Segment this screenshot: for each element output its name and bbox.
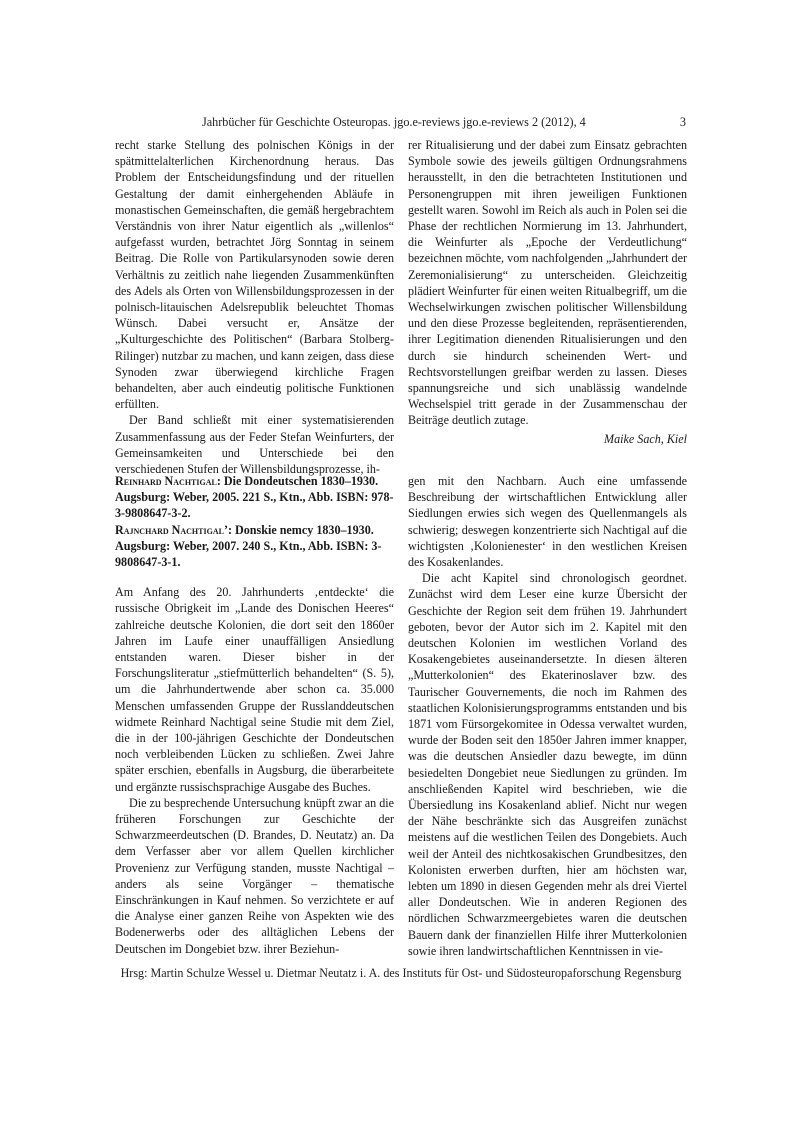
page-number: 3 [679, 115, 686, 129]
review-title: : Donskie nemcy 1830–1930. Augsburg: Weber, 2007. 240 S., Ktn., Abb. ISBN: 3-9808647-3-1. [115, 522, 382, 570]
paragraph: Am Anfang des 20. Jahrhunderts ‚entdeckte‘ die russische Obrigkeit im „Lande des Donischen Heeres“ zahlreiche deutsche Kolonien, die dort seit den 1860er Jahren im Laufe einer unauffälligen Ansiedlung entstanden waren. Dieser bisher in der Forschungsliteratur „stiefmütterlich behandelten“ (S. 5), um die Jahrhundertwende aber schon ca. 35.000 Menschen umfassenden Gruppe der Russlanddeutschen widmete Reinhard Nachtigal seine Studie mit dem Ziel, die in der 100-jährigen Geschichte der Dondeutschen noch verbleibenden Lücken zu schließen. Zwei Jahre später erschien, ebenfalls in Augsburg, die überarbeitete und ergänzte russischsprachige Ausgabe des Buches. [115, 585, 394, 794]
paragraph: recht starke Stellung des polnischen Königs in der spätmittelalterlichen Kirchenordnung heraus. Das Problem der Entscheidungsfindung und der rituellen Gestaltung der damit einhergehenden Abläufe in monastischen Gemeinschaften, die gemäß hergebrachtem Verständnis von ihrer Natur eigentlich als „willenlos“ aufgefasst wurden, betrachtet Jörg Sonntag in seinem Beitrag. Die Rolle von Partikularsynoden sowie deren Verhältnis zu zeitlich nahe liegenden Zusammenkünften des Adels als Orten von Willensbildungsprozessen in der polnisch-litauischen Adelsrepublik beleuchtet Thomas Wünsch. Dabei versucht er, Ansätze der „Kulturgeschichte des Politischen“ (Barbara Stolberg-Rilinger) nutzbar zu machen, und kann zeigen, dass diese Synoden zwar überwiegend kirchliche Fragen behandelten, aber auch eindeutig politische Funktionen erfüllten. [115, 138, 394, 412]
paragraph: gen mit den Nachbarn. Auch eine umfassende Beschreibung der wirtschaftlichen Entwicklung aller Siedlungen erwies sich wegen des Quellenmangels als schwierig; deswegen konzentrierte sich Nachtigal auf die wichtigsten ‚Kolonienester‘ in den westlichen Kreisen des Kosakenlandes. [408, 474, 687, 570]
review-left-column [115, 473, 394, 957]
left-column-top [115, 137, 394, 477]
review-body [115, 584, 394, 957]
paragraph: rer Ritualisierung und der dabei zum Einsatz gebrachten Symbole sowie des jeweils gültigen Ordnungsrahmens herausstellt, in den die betrachteten Institutionen und Personengruppen mit ihren jeweiligen Funktionen gestellt waren. Sowohl im Reich als auch in Polen sei die Phase der rechtlichen Normierung im 13. Jahrhundert, die Weinfurter als „Epoche der Verdeutlichung“ bezeichnen möchte, vom nachfolgenden „Jahrhundert der Zeremonialisierung“ zu unterscheiden. Gleichzeitig plädiert Weinfurter für einen weiten Ritualbegriff, um die Wechselwirkungen zwischen politischer Willensbildung und den diese Prozesse begleitenden, repräsentierenden, ihrer Legitimation dienenden Ritualisierungen und den durch sie hindurch scheinenden Wert- und Rechtsvorstellungen greifbar werden zu lassen. Dieses spannungsreiche und sich unablässig wandelnde Wechselspiel tritt gerade in der Zusammenschau der Beiträge deutlich zutage. [408, 138, 687, 428]
review-bibliography [115, 473, 394, 570]
review-author: Rajnchard Nachtigal’ [115, 522, 228, 537]
review-title: : Die Dondeutschen 1830–1930. Augsburg: Weber, 2005. 221 S., Ktn., Abb. ISBN: 978-3-9808647-3-2. [115, 474, 394, 521]
paragraph: Die acht Kapitel sind chronologisch geordnet. Zunächst wird dem Leser eine kurze Übersicht der Geschichte der Region seit dem frühen 19. Jahrhundert geboten, bevor der Autor sich im 2. Kapitel mit den deutschen Kolonien im westlichen Vorland des Kosakengebietes auseinandersetzte. In diesen älteren „Mutterkolonien“ des Ekaterinoslaver bzw. des Taurischer Gouvernements, die noch im Rahmen des staatlichen Kolonisierungsprogramms entstanden und bis 1871 vom Fürsorgekomitee in Odessa verwaltet wurden, wurde der Boden seit den 1850er Jahren immer knapper, was die deutschen Ansiedler dazu bewegte, im dünn besiedelten Dongebiet neue Siedlungen zu gründen. Im anschließenden Kapitel wird beschrieben, wie die Übersiedlung ins Kosakenland ablief. Nicht nur wegen der Nähe beschränkte sich das Ausgreifen zunächst meistens auf die westlichen Teilen des Dongebiets. Auch weil der Anteil des nichtkosakischen Grundbesitzes, den Kolonisten erwerben durften, hier am höchsten war, lebten um 1890 in diesen Gegenden mehr als drei Viertel aller Dondeutschen. Wie in anderen Regionen des nördlichen Schwarzmeergebietes waren die deutschen Bauern dank der finanziellen Hilfe ihrer Mutterkolonien sowie ihren landwirtschaftlichen Kenntnissen in vie- [408, 571, 687, 958]
review-author: Reinhard Nachtigal [115, 474, 217, 488]
paragraph: Die zu besprechende Untersuchung knüpft zwar an die früheren Forschungen zur Geschichte der Schwarzmeerdeutschen (D. Brandes, D. Neutatz) an. Da dem Verfasser aber vor allem Quellen kirchlicher Provenienz zur Verfügung standen, musste Nachtigal – anders als seine Vorgänger – thematische Einschränkungen in Kauf nehmen. So verzichtete er auf die Analyse einer ganzen Reihe von Aspekten wie des Bodenerwerbs oder des alltäglichen Lebens der Deutschen im Dongebiet bzw. ihrer Beziehun- [115, 795, 394, 956]
journal-header: Jahrbücher für Geschichte Osteuropas. jgo.e-reviews jgo.e-reviews 2 (2012), 4 [202, 115, 586, 129]
right-column-top [408, 137, 687, 447]
review-right-column [408, 473, 687, 959]
page-footer: Hrsg: Martin Schulze Wessel u. Dietmar Neutatz i. A. des Instituts für Ost- und Südosteuropaforschung Regensburg [120, 966, 682, 980]
paragraph: Der Band schließt mit einer systematisierenden Zusammenfassung aus der Feder Stefan Weinfurters, der Gemeinsamkeiten und Unterschiede bei den verschiedenen Stufen der Willensbildungsprozesse, ih- [115, 413, 394, 477]
reviewer-signature: Maike Sach, Kiel [604, 431, 687, 446]
